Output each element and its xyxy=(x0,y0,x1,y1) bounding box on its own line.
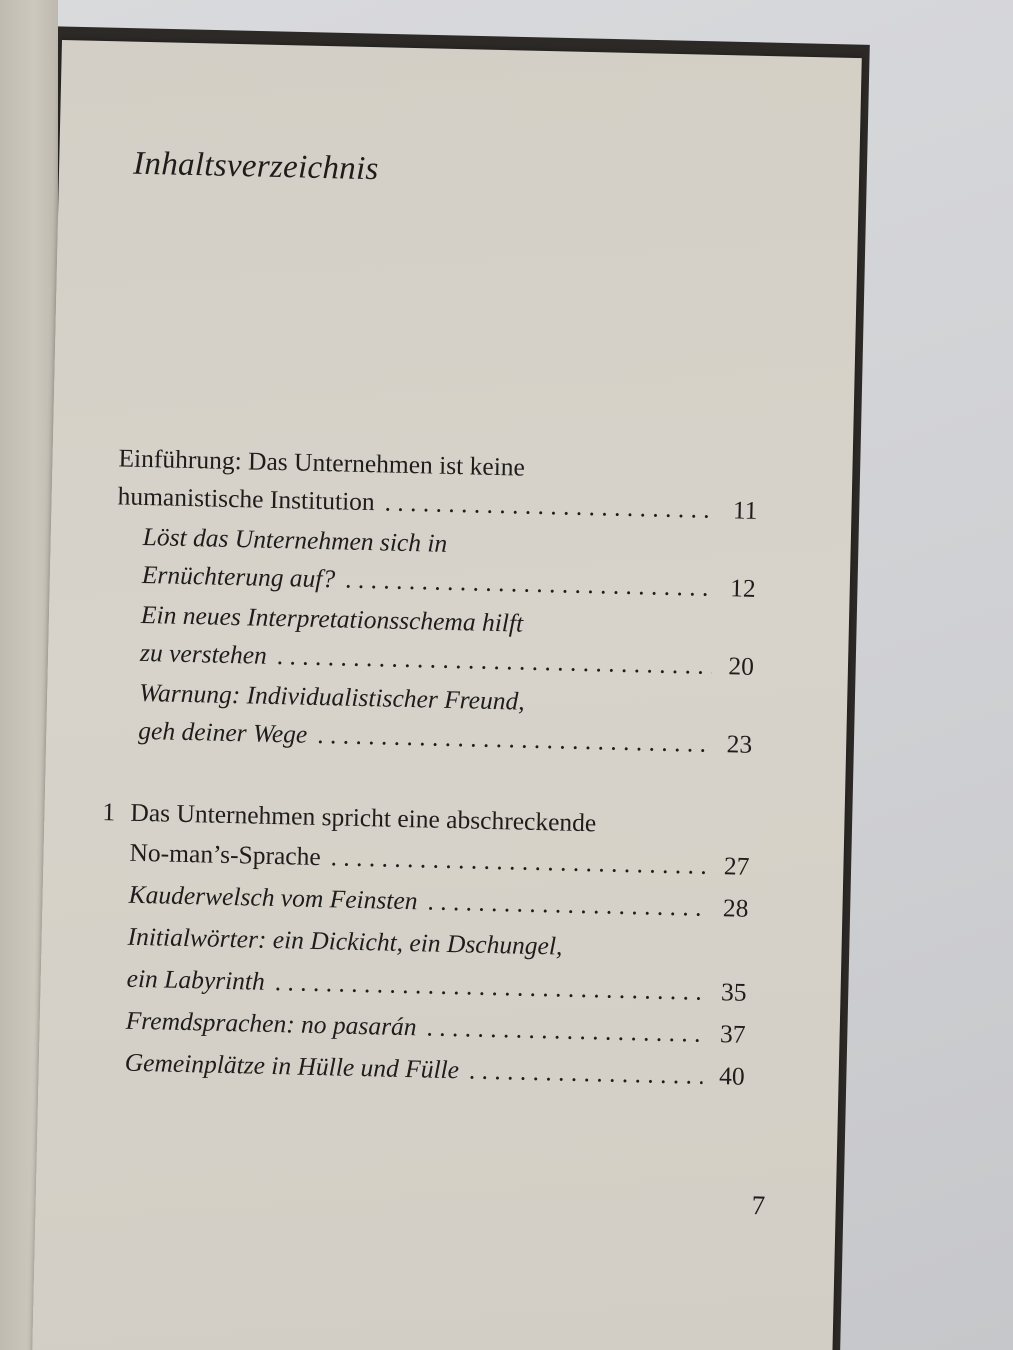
intro-entry-1-line1 xyxy=(142,522,447,559)
intro-entry-2-page: 20 xyxy=(728,651,755,681)
book-page xyxy=(32,40,862,1350)
leader-dots xyxy=(277,641,713,681)
chapter-1-entry-1-text: Kauderwelsch vom Feinsten xyxy=(128,879,418,916)
chapter-1-entry-2-line1 xyxy=(127,922,562,962)
intro-page-number: 11 xyxy=(732,495,758,525)
intro-entry-2-line1 xyxy=(141,600,524,639)
intro-entry-3-text-1: Warnung: Individualistischer Freund, xyxy=(138,677,525,716)
leader-dots xyxy=(345,565,714,603)
intro-entry-1-text-2: Ernüchterung auf? xyxy=(141,559,336,594)
chapter-1-entry-2-page: 35 xyxy=(720,977,747,1007)
leader-dots xyxy=(427,887,707,923)
page-number: 7 xyxy=(751,1189,766,1221)
chapter-1-entry-4 xyxy=(124,1048,745,1092)
intro-entry-2-line2 xyxy=(140,638,755,682)
intro-title-text-1: Einführung: Das Unternehmen ist keine xyxy=(118,443,526,482)
intro-entry-3-line2 xyxy=(138,716,753,760)
chapter-1-entry-1-page: 28 xyxy=(722,893,749,923)
chapter-1-entry-1 xyxy=(128,880,749,924)
chapter-1-entry-3-page: 37 xyxy=(719,1019,746,1049)
intro-entry-3-text-2: geh deiner Wege xyxy=(138,715,308,749)
leader-dots xyxy=(274,967,704,1007)
chapter-1-entry-2-text-2: ein Labyrinth xyxy=(126,963,266,996)
intro-title-line2 xyxy=(117,481,758,526)
intro-entry-2-text-2: zu verstehen xyxy=(139,637,268,670)
chapter-1-title-text-2: No-man’s-Sprache xyxy=(129,837,322,872)
leader-dots xyxy=(330,842,707,881)
intro-entry-2-text-1: Ein neues Interpretationsschema hilft xyxy=(140,599,524,638)
chapter-1-entry-3-text: Fremdsprachen: no pasarán xyxy=(125,1005,417,1042)
chapter-1-entry-2-text-1: Initialwörter: ein Dickicht, ein Dschungel, xyxy=(127,921,563,961)
intro-entry-3-page: 23 xyxy=(726,729,753,759)
chapter-1-entry-2-line2 xyxy=(126,964,747,1008)
chapter-1-title-text-1: Das Unternehmen spricht eine abschreckende xyxy=(130,797,597,838)
chapter-1-entry-3 xyxy=(125,1006,746,1050)
intro-entry-1-line2 xyxy=(142,560,757,604)
chapter-1-title-line2 xyxy=(129,838,750,882)
intro-title-text-2: humanistische Institution xyxy=(117,481,376,517)
toc-heading: Inhaltsverzeichnis xyxy=(132,145,380,188)
chapter-1-title-line1 xyxy=(102,797,596,838)
chapter-1-page: 27 xyxy=(723,851,750,881)
chapter-1-entry-4-page: 40 xyxy=(718,1061,745,1091)
intro-entry-1-text-1: Löst das Unternehmen sich in xyxy=(142,521,448,558)
intro-entry-1-page: 12 xyxy=(729,573,757,603)
intro-entry-3-line1 xyxy=(139,678,525,717)
leader-dots xyxy=(469,1056,703,1091)
chapter-1-number: 1 xyxy=(102,797,116,827)
leader-dots xyxy=(317,720,711,759)
intro-title-line1 xyxy=(118,443,525,482)
leader-dots xyxy=(384,487,715,524)
leader-dots xyxy=(426,1013,704,1049)
chapter-1-entry-4-text: Gemeinplätze in Hülle und Fülle xyxy=(124,1047,460,1085)
